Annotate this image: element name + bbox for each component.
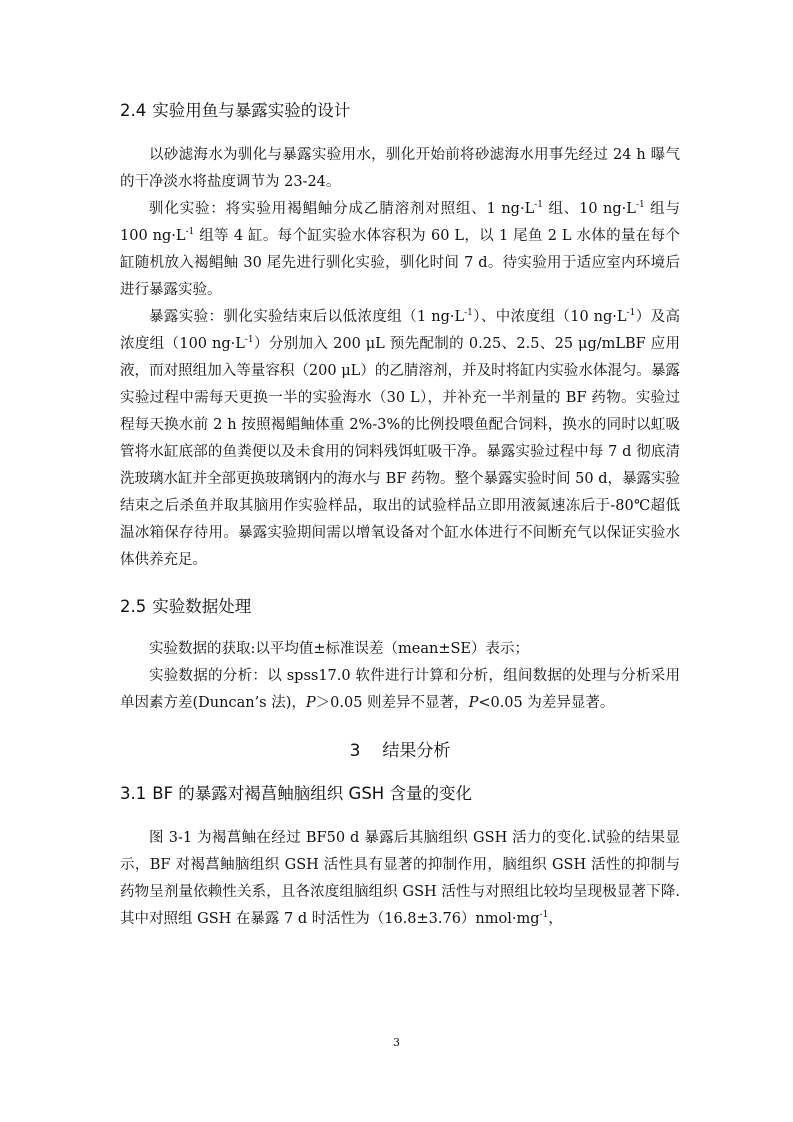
- chapter-title: 结果分析: [382, 741, 451, 761]
- section-title: 实验用鱼与暴露实验的设计: [152, 101, 351, 120]
- chapter-heading-3: [120, 739, 680, 763]
- paragraph: 驯化实验：将实验用褐鲳鲉分成乙腈溶剂对照组、1 $ng\cdot L^{-1}$ 组、10 $ng\cdot L^{-1}$ 组与 100 $ng\cdot L^{-1}$ 组等 4 缸。每个缸实验水体容积为 60 L，以 1 尾鱼 2 L 水体的量在每个缸随机放入褐鲳鲉 30 尾先进行驯化实验，驯化时间 7 d。待实验用于适应室内环境后进行暴露实验。: [120, 200, 680, 298]
- section-number: 2.5: [120, 597, 147, 616]
- page-number: 3: [393, 1036, 400, 1049]
- paragraph: 暴露实验：驯化实验结束后以低浓度组（1 $ng\cdot L^{-1}$）、中浓度组（10 $ng\cdot L^{-1}$）及高浓度组（100 $ng\cdot L^{-1}$）分别加入 200 μL 预先配制的 0.25、2.5、25 μg/mLBF 应用液，而对照组加入等量容积（200 μL）的乙腈溶剂，并及时将缸内实验水体混匀。暴露实验过程中需每天更换一半的实验海水（30 L），并补充一半剂量的 BF 药物。实验过程每天换水前 2 h 按照褐鲳鲉体重 2%-3%的比例投喂鱼配合饲料，换水的同时以虹吸管将水缸底部的鱼粪便以及未食用的饲料残饵虹吸干净。暴露实验过程中每 7 d 彻底清洗玻璃水缸并全部更换玻璃钢内的海水与 BF 药物。整个暴露实验时间 50 d，暴露实验结束之后杀鱼并取其脑用作实验样品，取出的试验样品立即用液氮速冻后于-80℃超低温冰箱保存待用。暴露实验期间需以增氧设备对个缸水体进行不间断充气以保证实验水体供养充足。: [120, 308, 680, 568]
- page-content: [120, 98, 680, 933]
- section-number: 2.4: [120, 101, 147, 120]
- paragraph: 实验数据的获取:以平均值±标准误差（mean±SE）表示；: [149, 641, 530, 657]
- section-title: 实验数据处理: [152, 597, 252, 616]
- section-heading-3-1: [120, 783, 680, 805]
- section-number: 3.1: [120, 784, 147, 803]
- chapter-number: 3: [349, 741, 361, 761]
- section-title: BF 的暴露对褐菖鲉脑组织 GSH 含量的变化: [152, 784, 472, 803]
- section-heading-2-5: [120, 596, 680, 618]
- paragraph: 以砂滤海水为驯化与暴露实验用水，驯化开始前将砂滤海水用事先经过 24 h 曝气的干净淡水将盐度调节为 23-24。: [120, 147, 680, 190]
- paragraph: 实验数据的分析：以 spss17.0 软件进行计算和分析，组间数据的处理与分析采用单因素方差(Duncan’s 法)，P＞0.05 则差异不显著，P<0.05 为差异显著。: [120, 668, 680, 711]
- paragraph: 图 3-1 为褐菖鲉在经过 BF50 d 暴露后其脑组织 GSH 活力的变化.试验的结果显示，BF 对褐菖鲉脑组织 GSH 活性具有显著的抑制作用，脑组织 GSH 活性的抑制与药物呈剂量依赖性关系，且各浓度组脑组织 GSH 活性与对照组比较均呈现极显著下降.其中对照组 GSH 在暴露 7 d 时活性为$(16.8\pm 3.76)nmol\cdot mg^{-1}$，: [120, 830, 680, 927]
- section-heading-2-4: [120, 100, 680, 122]
